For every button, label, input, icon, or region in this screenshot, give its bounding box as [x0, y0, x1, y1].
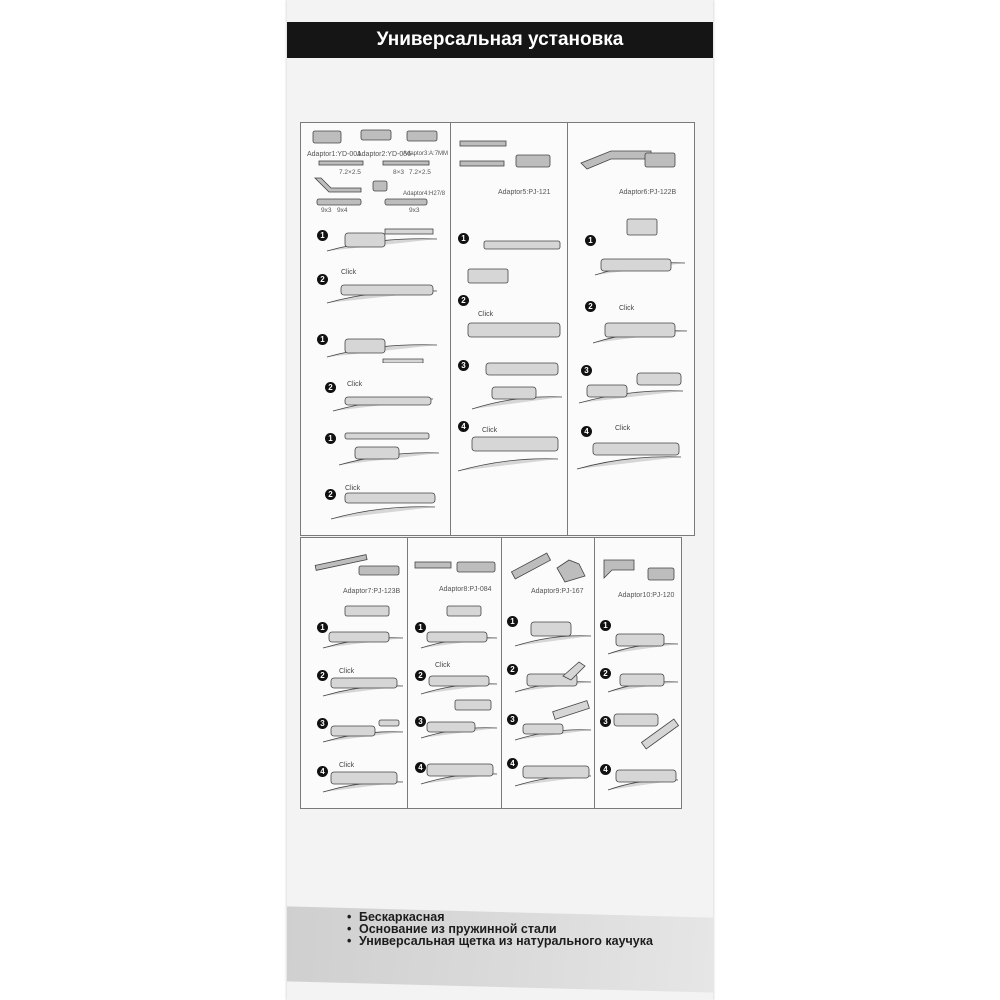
panel-adaptor-7 [301, 538, 408, 808]
panel-adaptor-10 [594, 538, 681, 808]
step-badge: 1 [325, 433, 336, 444]
feature-item: • Основание из пружинной стали [347, 922, 557, 936]
wiper-illustration [468, 359, 568, 415]
wiper-illustration [575, 433, 685, 473]
step-badge: 4 [415, 762, 426, 773]
dim-2: 8×3 [393, 169, 405, 176]
step-badge: 3 [415, 716, 426, 727]
wiper-illustration [464, 233, 564, 303]
wiper-illustration [456, 429, 561, 475]
step-badge: 3 [458, 360, 469, 371]
step-badge: 1 [458, 233, 469, 244]
step-badge: 1 [600, 620, 611, 631]
step-badge: 2 [415, 670, 426, 681]
panel-adaptor-9 [501, 538, 595, 808]
step-badge: 2 [317, 670, 328, 681]
step-badge: 2 [585, 301, 596, 312]
step-badge: 3 [317, 718, 328, 729]
wiper-illustration [513, 610, 593, 650]
click-text: Click [345, 485, 361, 492]
adaptor-icons [450, 133, 567, 183]
instructions-top [300, 122, 695, 536]
step-badge: 3 [600, 716, 611, 727]
wiper-illustration [606, 618, 680, 658]
click-text: Click [339, 762, 355, 769]
feature-item: • Бескаркасная [347, 910, 445, 924]
step-badge: 1 [317, 334, 328, 345]
wiper-illustration [606, 758, 680, 794]
dim-5: 9x4 [337, 207, 348, 214]
adaptor2-label: Adaptor2:YD-056 [357, 151, 412, 158]
step-badge: 1 [317, 622, 328, 633]
step-badge: 2 [507, 664, 518, 675]
click-text: Click [341, 269, 357, 276]
wiper-illustration [329, 485, 439, 521]
panel-adaptors-1-4 [301, 123, 451, 535]
step-badge: 4 [507, 758, 518, 769]
wiper-illustration [321, 714, 405, 746]
wiper-illustration [591, 215, 691, 285]
adaptor-icons [501, 546, 594, 590]
feature-item: • Универсальная щетка из натурального каучука [347, 934, 653, 948]
bullet-icon: • [347, 934, 352, 948]
step-badge: 2 [600, 668, 611, 679]
wiper-illustration [606, 706, 680, 756]
dim-6: 9x3 [409, 207, 420, 214]
package-card [287, 0, 713, 1000]
step-badge: 1 [585, 235, 596, 246]
panel-adaptor-8 [407, 538, 502, 808]
instructions-bottom [300, 537, 682, 809]
wiper-illustration [513, 750, 593, 790]
panel-adaptor-5 [450, 123, 568, 535]
step-badge: 1 [317, 230, 328, 241]
adaptor-icons [407, 548, 501, 588]
dim-3: 7.2×2.5 [409, 169, 431, 176]
step-badge: 2 [458, 295, 469, 306]
wiper-illustration [335, 429, 445, 469]
adaptor4-label: Adaptor4:H27/8 [403, 191, 446, 197]
wiper-illustration [323, 331, 443, 363]
adaptor6-label: Adaptor6:PJ-122B [619, 189, 677, 196]
adaptor8-label: Adaptor8:PJ-084 [439, 586, 492, 593]
click-text: Click [619, 305, 635, 312]
feature-list [347, 911, 677, 947]
adaptor7-label: Adaptor7:PJ-123B [343, 588, 401, 595]
click-text: Click [339, 668, 355, 675]
wiper-illustration [323, 275, 443, 307]
step-badge: 3 [507, 714, 518, 725]
adaptor-icons [301, 123, 450, 213]
bullet-icon: • [347, 922, 352, 936]
step-badge: 2 [325, 382, 336, 393]
wiper-illustration [591, 313, 691, 347]
step-badge: 4 [317, 766, 328, 777]
wiper-illustration [513, 700, 593, 744]
click-text: Click [347, 381, 363, 388]
click-text: Click [482, 427, 498, 434]
step-badge: 4 [600, 764, 611, 775]
adaptor-icons [301, 548, 407, 588]
dim-1: 7.2×2.5 [339, 169, 361, 176]
step-badge: 1 [415, 622, 426, 633]
click-text: Click [615, 425, 631, 432]
wiper-illustration [577, 367, 687, 407]
wiper-illustration [419, 698, 499, 742]
step-badge: 4 [581, 426, 592, 437]
step-badge: 4 [458, 421, 469, 432]
click-text: Click [435, 662, 451, 669]
wiper-illustration [606, 660, 680, 696]
step-badge: 3 [581, 365, 592, 376]
wiper-illustration [321, 668, 405, 700]
click-text: Click [478, 311, 494, 318]
wiper-illustration [513, 656, 593, 696]
adaptor10-label: Adaptor10:PJ-120 [618, 592, 675, 599]
wiper-illustration [419, 666, 499, 698]
dim-4: 9x3 [321, 207, 332, 214]
wiper-illustration [464, 317, 564, 347]
step-badge: 2 [325, 489, 336, 500]
panel-adaptor-6 [567, 123, 694, 535]
adaptor-icons [594, 546, 681, 590]
wiper-illustration [321, 764, 405, 796]
adaptor3-label: Adaptor3:A:7MM [403, 151, 449, 157]
bullet-icon: • [347, 910, 352, 924]
adaptor9-label: Adaptor9:PJ-167 [531, 588, 584, 595]
wiper-illustration [419, 602, 499, 652]
wiper-illustration [323, 225, 443, 257]
wiper-illustration [419, 756, 499, 788]
banner-title: Универсальная установка [287, 22, 713, 58]
wiper-illustration [331, 385, 441, 415]
step-badge: 1 [507, 616, 518, 627]
adaptor1-label: Adaptor1:YD-001 [307, 151, 362, 158]
wiper-illustration [321, 602, 405, 652]
step-badge: 2 [317, 274, 328, 285]
adaptor-icons [567, 133, 694, 183]
adaptor5-label: Adaptor5:PJ-121 [498, 189, 551, 196]
